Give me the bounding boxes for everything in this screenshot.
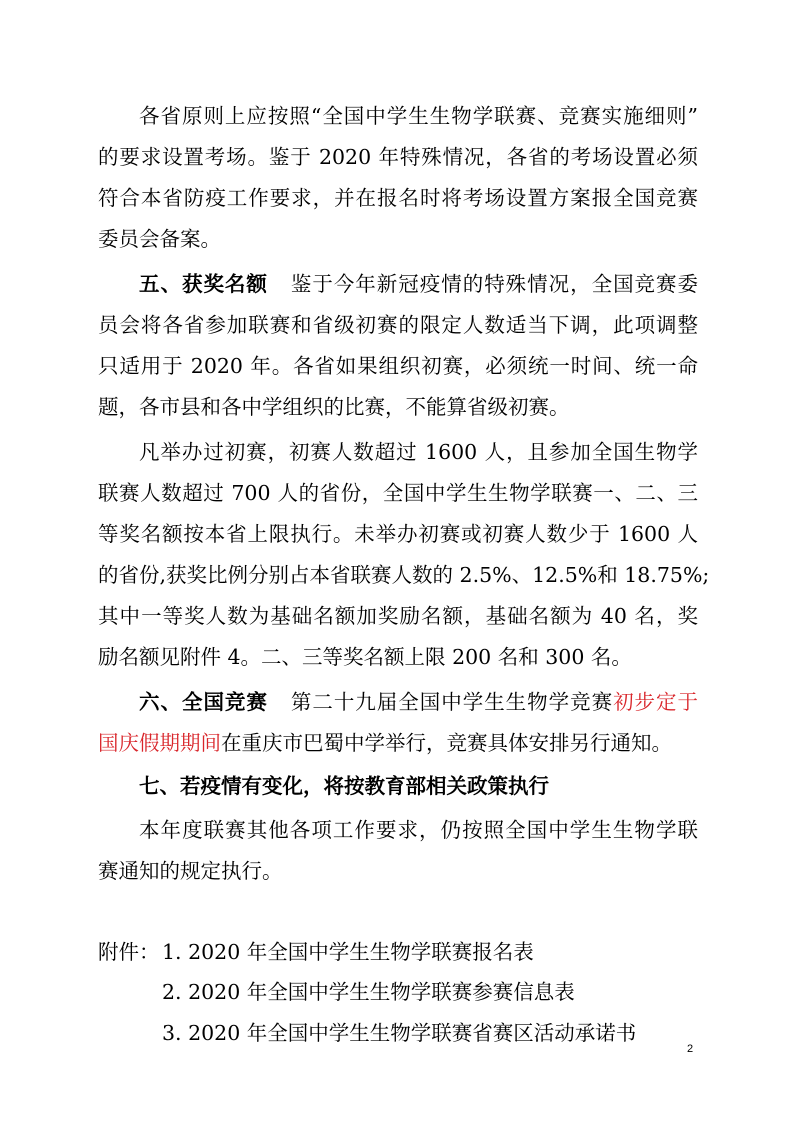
section-5-heading: 五、获奖名额: [139, 272, 268, 296]
venue-paragraph-line-2: 的要求设置考场。鉴于 2020 年特殊情况，各省的考场设置必须: [98, 145, 698, 169]
section-5-text: 鉴于今年新冠疫情的特殊情况，全国竞赛委: [289, 272, 699, 296]
section-6-line-2: [98, 731, 672, 755]
quota-paragraph-line-1: 凡举办过初赛，初赛人数超过 1600 人，且参加全国生物学: [139, 440, 698, 464]
section-5-line-3: 只适用于 2020 年。各省如果组织初赛，必须统一时间、统一命: [98, 354, 698, 378]
attachment-item-2: 2. 2020 年全国中学生生物学联赛参赛信息表: [162, 980, 575, 1004]
page-number: 2: [687, 1043, 694, 1055]
other-paragraph-line-1: 本年度联赛其他各项工作要求，仍按照全国中学生生物学联: [139, 818, 698, 842]
section-7-line-1: [139, 774, 549, 798]
venue-paragraph-line-1: 各省原则上应按照“全国中学生生物学联赛、竞赛实施细则”: [139, 104, 698, 128]
venue-paragraph-line-3: 符合本省防疫工作要求，并在报名时将考场设置方案报全国竞赛: [98, 186, 698, 210]
section-5-line-2: 员会将各省参加联赛和省级初赛的限定人数适当下调，此项调整: [98, 313, 698, 337]
section-6-highlight-2: 国庆假期期间: [98, 731, 221, 755]
quota-paragraph-line-4: 的省份,获奖比例分别占本省联赛人数的 2.5%、12.5%和 18.75%;: [98, 563, 710, 587]
section-5-line-4: 题，各市县和各中学组织的比赛，不能算省级初赛。: [98, 395, 570, 419]
section-6-line-1: [139, 690, 698, 714]
section-6-heading: 六、全国竞赛: [139, 690, 268, 714]
section-5-line-1: [139, 272, 698, 296]
section-6-highlight-1: 初步定于: [613, 690, 699, 714]
venue-paragraph-line-4: 委员会备案。: [98, 227, 221, 251]
other-paragraph-line-2: 赛通知的规定执行。: [98, 859, 283, 883]
section-7-heading: 七、若疫情有变化，将按教育部相关政策执行: [139, 774, 549, 798]
quota-paragraph-line-3: 等奖名额按本省上限执行。未举办初赛或初赛人数少于 1600 人: [98, 522, 698, 546]
attachment-item-3: 3. 2020 年全国中学生生物学联赛省赛区活动承诺书: [162, 1021, 637, 1045]
quota-paragraph-line-2: 联赛人数超过 700 人的省份，全国中学生生物学联赛一、二、三: [98, 481, 698, 505]
attachment-item-1: 1. 2020 年全国中学生生物学联赛报名表: [162, 940, 534, 964]
quota-paragraph-line-6: 励名额见附件 4。二、三等奖名额上限 200 名和 300 名。: [98, 645, 632, 669]
section-6-text-2: 在重庆市巴蜀中学举行，竞赛具体安排另行通知。: [221, 731, 672, 755]
section-6-text-1: 第二十九届全国中学生生物学竞赛: [289, 690, 614, 714]
quota-paragraph-line-5: 其中一等奖人数为基础名额加奖励名额，基础名额为 40 名，奖: [98, 604, 698, 628]
attachments-label: 附件：: [98, 940, 160, 964]
